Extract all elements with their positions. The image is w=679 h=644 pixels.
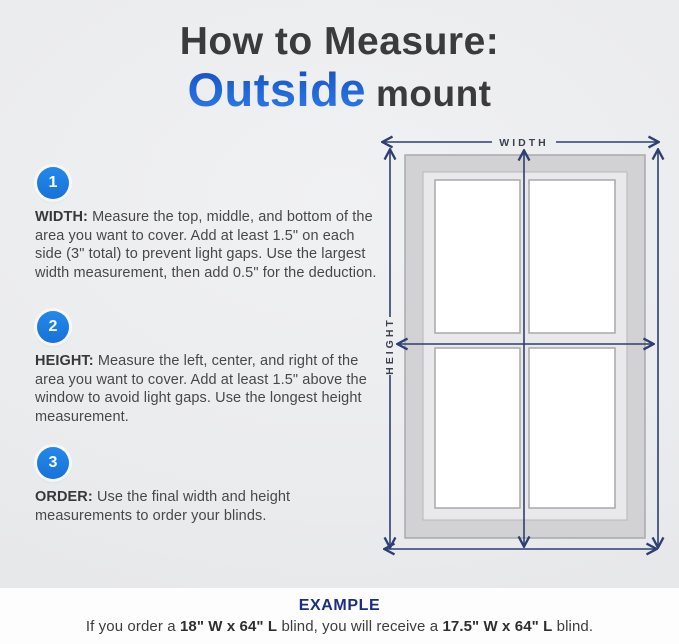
step-1-number-badge: 1 xyxy=(37,167,69,199)
title-suffix: mount xyxy=(375,72,492,114)
example-heading: EXAMPLE xyxy=(298,597,381,614)
step-1-body: Measure the top, middle, and bottom of the area you want to cover. Add at least 1.5" on each side (3" total) to prevent light gaps. Use the largest width measurement, then add 0.5" for the deduction. xyxy=(35,209,377,281)
window-pane-bottom-right xyxy=(529,348,615,508)
step-2-body: Measure the left, center, and right of the area you want to cover. Add at least 1.5" above the window to avoid light gaps. Use the longest height measurement. xyxy=(35,353,367,425)
step-height xyxy=(35,311,383,426)
step-2-text xyxy=(35,352,383,426)
step-3-text xyxy=(35,488,383,525)
page-title xyxy=(0,22,679,114)
step-width xyxy=(35,167,383,282)
example-footer xyxy=(0,588,679,644)
title-line-1: How to Measure: xyxy=(179,20,500,63)
step-3-number-badge: 3 xyxy=(37,447,69,479)
window-pane-top-right xyxy=(529,180,615,333)
window-graphic xyxy=(405,155,645,538)
step-2-number-badge: 2 xyxy=(37,311,69,343)
step-3-label: ORDER: xyxy=(35,489,93,505)
example-receive-size: 17.5" W x 64" L xyxy=(442,618,553,635)
window-pane-bottom-left xyxy=(435,348,520,508)
step-1-label: WIDTH: xyxy=(35,209,88,225)
step-3-body: Use the final width and height measurements to order your blinds. xyxy=(35,489,291,524)
window-measurement-diagram xyxy=(375,128,675,563)
example-order-size: 18" W x 64" L xyxy=(179,618,278,635)
example-text-after: blind. xyxy=(552,618,594,635)
title-highlight: Outside xyxy=(187,62,366,116)
example-sentence xyxy=(0,618,679,635)
window-diagram-svg xyxy=(375,128,675,563)
height-label: HEIGHT xyxy=(383,317,396,375)
step-order xyxy=(35,447,383,525)
step-2-label: HEIGHT: xyxy=(35,353,94,369)
example-text-before: If you order a xyxy=(85,618,180,635)
window-pane-top-left xyxy=(435,180,520,333)
step-1-text xyxy=(35,208,383,282)
title-line-2 xyxy=(0,62,679,116)
example-text-middle: blind, you will receive a xyxy=(277,618,443,635)
width-label: WIDTH xyxy=(499,137,549,149)
